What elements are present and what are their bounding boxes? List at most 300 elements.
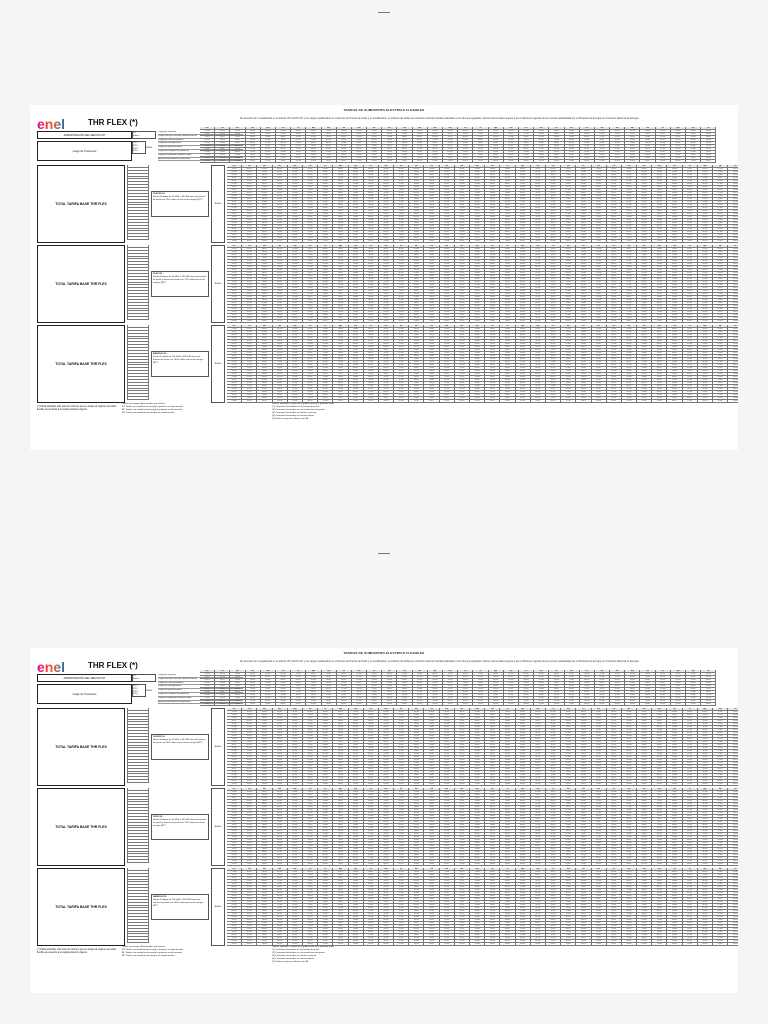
tariff-grid-cell: 56,789 [364,201,379,204]
tariff-grid-cell: 34,567 [728,400,738,403]
period-code: HP-23 [127,229,149,232]
tariff-grid-header-cell: Jul [500,245,515,248]
admin-codes [132,674,156,682]
tariff-grid-cell: 78,901 [667,738,682,741]
period-code: HP-13 [127,200,149,203]
grid-cell: 34,567 [580,148,595,151]
tariff-grid-cell: 56,789 [637,373,652,376]
grid-cell: 89,012 [261,133,276,136]
tariff-grid-cell: 12,345 [364,343,379,346]
period-code: HP-18 [127,837,149,840]
tariff-grid-cell: 45,678 [333,275,348,278]
tariff-grid-cell: 45,678 [424,771,439,774]
tariff-grid-cell: 23,456 [288,729,303,732]
tariff-grid-cell: 12,345 [303,720,318,723]
tariff-grid-cell: 67,890 [546,735,561,738]
tariff-grid-cell: 23,456 [622,783,637,786]
tariff-grid-cell: 23,456 [683,747,698,750]
tariff-grid-cell: 12,345 [455,762,470,765]
tariff-grid-cell: 23,456 [394,343,409,346]
grid-cell: 89,012 [352,151,367,154]
tariff-grid-cell: 56,789 [470,281,485,284]
tariff-grid-cell: 89,012 [637,800,652,803]
tariff-grid-cell: 23,456 [227,174,242,177]
tariff-grid-cell: 45,678 [713,714,728,717]
tariff-grid-cell: 67,890 [242,800,257,803]
tariff-grid-cell: 34,567 [592,355,607,358]
tariff-grid-cell: 23,456 [576,278,591,281]
tariff-grid-cell: 12,345 [288,204,303,207]
grid-cell: 89,012 [458,160,473,163]
tariff-grid-cell: 56,789 [349,771,364,774]
grid-cell: 23,456 [261,703,276,706]
tariff-grid-cell: 34,567 [683,750,698,753]
tariff-grid-cell: 12,345 [622,234,637,237]
tariff-grid-cell: 12,345 [470,317,485,320]
tariff-grid-cell: 45,678 [622,756,637,759]
enel-logo [37,661,85,675]
tariff-grid-cell: 45,678 [683,768,698,771]
tariff-grid-cell: 67,890 [713,774,728,777]
tariff-grid-cell: 67,890 [394,174,409,177]
grid-cell: 12,345 [671,139,686,142]
tariff-grid-cell: 56,789 [531,293,546,296]
grid-cell: 56,789 [625,673,640,676]
tariff-option-description [151,191,209,217]
tariff-grid-cell: 56,789 [470,771,485,774]
tariff-grid-cell: 56,789 [728,355,738,358]
tariff-grid-cell: 78,901 [622,305,637,308]
tariff-grid-cell: 23,456 [273,780,288,783]
tariff-grid-cell: 12,345 [394,207,409,210]
tariff-grid-cell: 89,012 [379,260,394,263]
tariff-grid-cell: 78,901 [652,741,667,744]
tariff-grid-cell: 23,456 [622,269,637,272]
tariff-grid-cell: 12,345 [257,287,272,290]
tariff-grid-cell: 89,012 [652,254,667,257]
tariff-grid-cell: 23,456 [394,314,409,317]
tariff-grid-cell: 34,567 [713,355,728,358]
tariff-grid-cell: 45,678 [652,260,667,263]
grid-cell: 78,901 [200,160,215,163]
tariff-grid-cell: 34,567 [500,714,515,717]
tariff-grid-cell: 67,890 [424,759,439,762]
tariff-grid-cell: 12,345 [713,293,728,296]
tariff-grid-cell: 12,345 [333,762,348,765]
tariff-grid-cell: 56,789 [394,195,409,198]
tariff-grid-cell: 34,567 [394,168,409,171]
tariff-grid-cell: 56,789 [349,257,364,260]
tariff-grid-cell: 89,012 [318,714,333,717]
tariff-grid-cell: 78,901 [713,210,728,213]
tariff-grid-cell: 34,567 [698,382,713,385]
tariff-grid-cell: 56,789 [318,287,333,290]
tariff-grid-cell: 67,890 [470,183,485,186]
tariff-grid-cell: 12,345 [546,278,561,281]
tariff-grid-cell: 67,890 [713,726,728,729]
grid-header-cell: Oct [337,127,352,130]
tariff-grid-cell: 45,678 [227,272,242,275]
grid-cell: 67,890 [397,130,412,133]
period-code: HP-22 [127,386,149,389]
tariff-grid-cell: 45,678 [576,717,591,720]
tariff-grid-cell: 67,890 [667,240,682,243]
tariff-grid-cell: 12,345 [288,800,303,803]
tariff-grid-cell: 89,012 [288,225,303,228]
tariff-grid-cell: 12,345 [409,771,424,774]
grid-cell: 89,012 [458,679,473,682]
tariff-grid-cell: 78,901 [409,174,424,177]
grid-cell: 12,345 [397,133,412,136]
tariff-grid-cell: 23,456 [440,180,455,183]
tariff-grid-cell: 45,678 [333,794,348,797]
tariff-grid-cell: 34,567 [424,263,439,266]
grid-cell: 89,012 [671,697,686,700]
tariff-grid-cell: 34,567 [288,237,303,240]
grid-cell: 78,901 [291,697,306,700]
grid-cell: 23,456 [291,142,306,145]
tariff-grid-cell: 67,890 [592,774,607,777]
tariff-grid-cell: 34,567 [364,352,379,355]
tariff-grid-cell: 78,901 [531,328,546,331]
tariff-grid-cell: 34,567 [242,765,257,768]
tariff-grid-cell: 12,345 [470,783,485,786]
tariff-grid-header-cell: Dic [394,325,409,328]
tariff-grid-cell: 67,890 [637,222,652,225]
tariff-grid-cell: 89,012 [667,198,682,201]
tariff-grid-cell: 23,456 [424,231,439,234]
tariff-grid-cell: 78,901 [257,281,272,284]
tariff-grid-cell: 34,567 [364,222,379,225]
period-code: HP-01 [127,708,149,711]
tariff-grid-cell: 34,567 [318,361,333,364]
tariff-grid-cell: 34,567 [561,774,576,777]
tariff-grid-cell: 45,678 [470,738,485,741]
tariff-grid-cell: 12,345 [273,774,288,777]
tariff-grid-cell: 12,345 [257,340,272,343]
tariff-grid-cell: 23,456 [728,738,738,741]
tariff-grid-cell: 67,890 [531,397,546,400]
tariff-grid-cell: 78,901 [698,314,713,317]
tariff-grid-cell: 23,456 [561,747,576,750]
tariff-grid-cell: 56,789 [440,287,455,290]
tariff-grid-cell: 56,789 [257,328,272,331]
grid-cell: 23,456 [549,133,564,136]
tariff-grid-cell: 89,012 [364,777,379,780]
tariff-grid-cell: 89,012 [364,806,379,809]
tariff-grid-cell: 23,456 [516,780,531,783]
tariff-grid-cell: 56,789 [500,275,515,278]
tariff-grid-cell: 78,901 [227,806,242,809]
grid-cell: 89,012 [610,142,625,145]
grid-cell: 78,901 [473,142,488,145]
tariff-grid-cell: 12,345 [273,361,288,364]
tariff-grid-cell: 89,012 [500,207,515,210]
tariff-grid-cell: 89,012 [424,198,439,201]
tariff-grid-cell: 67,890 [607,281,622,284]
tariff-grid-header-cell: Ene [592,325,607,328]
tariff-grid-cell: 78,901 [698,237,713,240]
tariff-grid-cell: 56,789 [500,174,515,177]
tariff-grid-cell: 89,012 [576,783,591,786]
grid-cell: 45,678 [504,151,519,154]
tariff-grid-cell: 89,012 [409,331,424,334]
grid-cell: 56,789 [580,133,595,136]
tariff-grid-cell: 23,456 [546,284,561,287]
tariff-grid-cell: 89,012 [273,800,288,803]
tariff-grid-cell: 56,789 [531,735,546,738]
tariff-grid-cell: 23,456 [318,257,333,260]
tariff-grid-cell: 34,567 [333,358,348,361]
tariff-grid-cell: 67,890 [713,750,728,753]
tariff-grid-cell: 34,567 [455,334,470,337]
period-code: HP-03 [127,171,149,174]
grid-cell: 78,901 [443,160,458,163]
tariff-grid-cell: 67,890 [683,266,698,269]
tariff-grid-cell: 45,678 [333,400,348,403]
tariff-grid-cell: 56,789 [257,741,272,744]
grid-cell: 67,890 [246,148,261,151]
tariff-grid-cell: 67,890 [440,809,455,812]
transport-charge-label: Cargo de Transporte [37,141,132,161]
tariff-grid-cell: 56,789 [622,299,637,302]
tariff-grid-cell: 23,456 [470,400,485,403]
tariff-grid-cell: 45,678 [698,198,713,201]
tariff-grid-cell: 89,012 [713,756,728,759]
tariff-grid-cell: 56,789 [242,379,257,382]
tariff-grid-cell: 56,789 [394,373,409,376]
period-code: HP-01 [127,165,149,168]
grid-cell: 78,901 [397,682,412,685]
grid-cell: 78,901 [610,700,625,703]
tariff-grid-cell: 45,678 [637,263,652,266]
tariff-grid-cell: 89,012 [440,791,455,794]
tariff-grid-cell: 34,567 [516,711,531,714]
tariff-grid-cell: 56,789 [576,183,591,186]
tariff-grid-cell: 23,456 [424,308,439,311]
tariff-grid-cell: 89,012 [242,729,257,732]
concept-item: Ajuste por periodo de facturación [158,158,243,162]
tariff-grid-cell: 23,456 [257,735,272,738]
tariff-grid-cell: 67,890 [242,281,257,284]
period-code: HP-14 [127,826,149,829]
tariff-grid-cell: 23,456 [424,207,439,210]
tariff-grid-cell: 23,456 [683,358,698,361]
grid-cell: 23,456 [686,691,701,694]
tariff-grid-cell: 56,789 [455,231,470,234]
grid-cell: 12,345 [352,679,367,682]
tariff-grid-cell: 56,789 [470,305,485,308]
tariff-grid-cell: 23,456 [500,168,515,171]
tariff-grid-cell: 12,345 [561,352,576,355]
tariff-grid-cell: 34,567 [364,174,379,177]
tariff-grid-cell: 67,890 [500,379,515,382]
tariff-grid-cell: 23,456 [455,302,470,305]
tariff-grid-cell: 89,012 [592,367,607,370]
grid-cell: 89,012 [686,145,701,148]
tariff-grid-cell: 23,456 [273,367,288,370]
tariff-grid-cell: 23,456 [455,201,470,204]
grid-cell: 89,012 [337,136,352,139]
tariff-grid-cell: 67,890 [485,382,500,385]
tariff-grid-cell: 34,567 [303,806,318,809]
tariff-grid-cell: 45,678 [728,192,738,195]
grid-cell: 12,345 [291,148,306,151]
tariff-grid-cell: 12,345 [257,263,272,266]
tariff-grid-cell: 89,012 [394,358,409,361]
tariff-grid-cell: 67,890 [500,177,515,180]
tariff-grid-cell: 12,345 [288,382,303,385]
tariff-grid-cell: 89,012 [440,738,455,741]
grid-cell: 12,345 [534,148,549,151]
tariff-grid-header-cell: May [470,788,485,791]
tariff-grid-cell: 56,789 [349,281,364,284]
period-code: HP-19 [127,760,149,763]
tariff-grid-cell: 45,678 [364,759,379,762]
grid-header-cell: May [625,127,640,130]
tariff-option-tag: BASE100 0% [153,353,167,355]
tariff-grid-cell: 78,901 [607,726,622,729]
tariff-grid-cell: 78,901 [546,272,561,275]
transport-code: BT-1 [133,142,138,144]
tariff-grid-cell: 89,012 [424,741,439,744]
tariff-grid-cell: 34,567 [516,759,531,762]
tariff-grid-cell: 45,678 [470,219,485,222]
tariff-grid-cell: 67,890 [257,331,272,334]
tariff-grid-cell: 56,789 [546,809,561,812]
tariff-grid-cell: 89,012 [242,753,257,756]
tariff-grid-cell: 34,567 [607,376,622,379]
tariff-grid-cell: 67,890 [637,717,652,720]
tariff-grid-cell: 78,901 [698,189,713,192]
tariff-grid-cell: 23,456 [713,275,728,278]
tariff-grid-cell: 45,678 [561,720,576,723]
tariff-grid-cell: 23,456 [546,385,561,388]
tariff-grid-cell: 67,890 [227,260,242,263]
tariff-grid-cell: 89,012 [273,334,288,337]
grid-cell: 56,789 [215,133,230,136]
tariff-grid-header-cell: Ago [698,708,713,711]
tariff-grid-cell: 45,678 [379,732,394,735]
tariff-grid-cell: 67,890 [500,201,515,204]
tariff-grid-cell: 78,901 [728,803,738,806]
tariff-grid-cell: 45,678 [683,177,698,180]
tariff-grid-cell: 89,012 [652,331,667,334]
tariff-grid-cell: 45,678 [257,780,272,783]
tariff-grid-cell: 67,890 [303,269,318,272]
tariff-grid-cell: 12,345 [607,290,622,293]
grid-cell: 56,789 [291,160,306,163]
tariff-grid-cell: 89,012 [485,364,500,367]
tariff-grid-cell: 78,901 [227,364,242,367]
tariff-grid-cell: 12,345 [455,296,470,299]
tariff-grid-header-cell: Oct [364,325,379,328]
tariff-grid-cell: 78,901 [561,735,576,738]
grid-cell: 89,012 [671,130,686,133]
tariff-grid-cell: 67,890 [379,331,394,334]
tariff-grid-cell: 78,901 [288,765,303,768]
tariff-grid-cell: 12,345 [257,753,272,756]
tariff-grid-cell: 45,678 [242,240,257,243]
grid-cell: 78,901 [701,694,716,697]
tariff-grid-cell: 34,567 [227,355,242,358]
tariff-grid-cell: 34,567 [470,355,485,358]
tariff-grid-cell: 12,345 [379,753,394,756]
tariff-grid-cell: 23,456 [440,382,455,385]
tariff-grid-cell: 12,345 [318,275,333,278]
grid-cell: 45,678 [565,682,580,685]
tariff-grid-cell: 67,890 [728,204,738,207]
tariff-grid-header-cell: Abr [273,325,288,328]
grid-cell: 34,567 [291,694,306,697]
grid-cell: 45,678 [656,133,671,136]
tariff-grid-cell: 34,567 [607,222,622,225]
tariff-grid-cell: 34,567 [455,204,470,207]
tariff-grid-cell: 89,012 [607,186,622,189]
tariff-grid-cell: 45,678 [546,281,561,284]
tariff-grid-cell: 23,456 [667,750,682,753]
tariff-grid-cell: 12,345 [500,210,515,213]
period-code: HP-12 [127,357,149,360]
tariff-grid-cell: 78,901 [546,195,561,198]
grid-cell: 67,890 [276,673,291,676]
tariff-grid-cell: 23,456 [273,213,288,216]
tariff-grid-cell: 23,456 [409,186,424,189]
tariff-grid-cell: 45,678 [288,308,303,311]
tariff-grid-cell: 12,345 [652,800,667,803]
tariff-option-tag: FLEX 0% [153,816,163,818]
tariff-grid-cell: 67,890 [500,278,515,281]
tariff-grid-cell: 45,678 [242,346,257,349]
tariff-grid-cell: 56,789 [257,765,272,768]
grid-cell: 78,901 [473,685,488,688]
tariff-grid-cell: 67,890 [698,287,713,290]
tariff-grid-cell: 56,789 [257,222,272,225]
tariff-grid-cell: 12,345 [592,783,607,786]
tariff-grid-cell: 67,890 [440,391,455,394]
tariff-grid-cell: 67,890 [318,290,333,293]
tariff-grid-cell: 34,567 [455,382,470,385]
grid-cell: 45,678 [534,133,549,136]
grid-cell: 45,678 [413,133,428,136]
tariff-grid-cell: 34,567 [546,777,561,780]
grid-cell: 89,012 [291,682,306,685]
tariff-grid-cell: 89,012 [227,237,242,240]
tariff-grid-cell: 67,890 [227,231,242,234]
admin-code: BT [133,132,136,134]
tariff-grid-cell: 12,345 [364,732,379,735]
grid-cell: 12,345 [352,136,367,139]
tariff-grid-cell: 45,678 [440,768,455,771]
tariff-grid-cell: 56,789 [667,367,682,370]
tariff-grid-cell: 45,678 [273,234,288,237]
tariff-grid-cell: 89,012 [409,302,424,305]
tariff-grid-cell: 56,789 [318,210,333,213]
tariff-grid-header-cell: Oct [728,165,738,168]
tariff-grid-cell: 56,789 [394,397,409,400]
tariff-grid-cell: 89,012 [561,195,576,198]
tariff-grid-cell: 56,789 [637,195,652,198]
tariff-grid-cell: 34,567 [683,183,698,186]
tariff-grid-cell: 23,456 [455,225,470,228]
tariff-grid-cell: 56,789 [667,266,682,269]
tariff-grid-cell: 78,901 [531,794,546,797]
tariff-grid-cell: 56,789 [379,251,394,254]
tariff-grid-cell: 12,345 [227,735,242,738]
tariff-grid-cell: 45,678 [652,308,667,311]
tariff-grid-cell: 12,345 [409,723,424,726]
tariff-grid-cell: 67,890 [333,777,348,780]
